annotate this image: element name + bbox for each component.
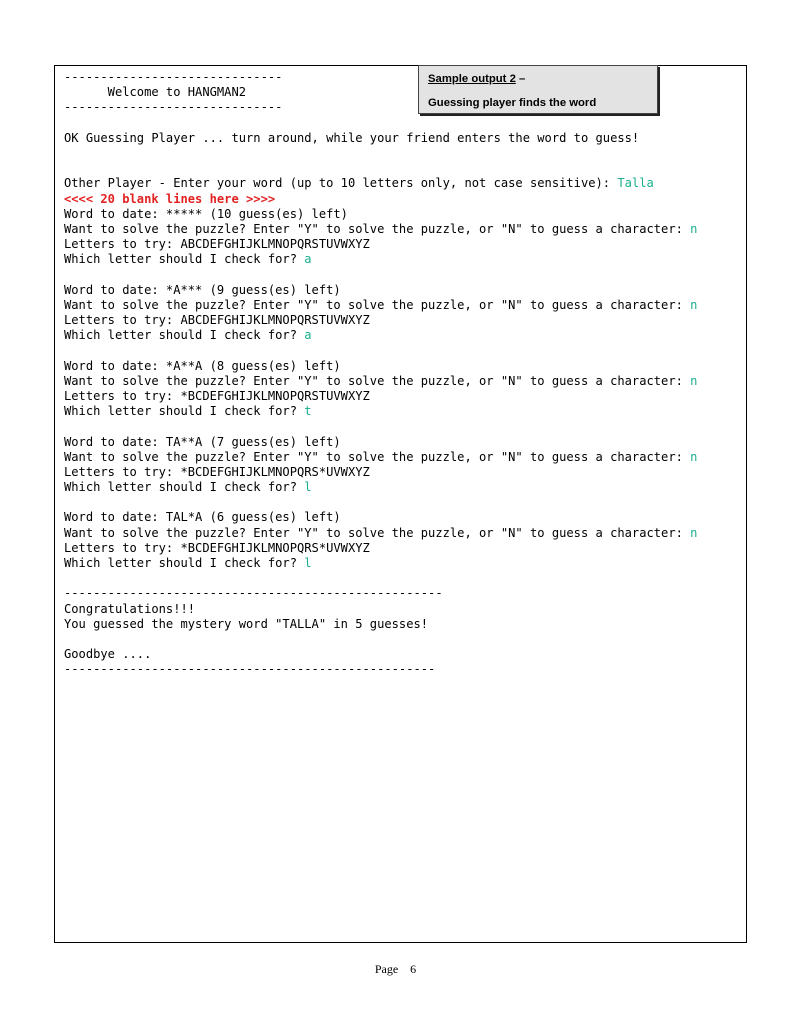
page-label: Page: [374, 962, 399, 976]
prompt-text: Which letter should I check for?: [64, 480, 305, 495]
output-line: Word to date: TA**A (7 guess(es) left): [64, 434, 341, 449]
page-footer: [0, 962, 791, 977]
output-line: Congratulations!!!: [64, 601, 196, 616]
prompt-text: Want to solve the puzzle? Enter "Y" to solve the puzzle, or "N" to guess a character:: [64, 373, 691, 388]
user-input: t: [304, 404, 312, 419]
annotation-text: <<<< 20 blank lines here >>>>: [64, 191, 276, 206]
output-line: Letters to try: *BCDEFGHIJKLMNOPQRSTUVWXYZ: [64, 388, 370, 403]
user-input: n: [690, 297, 698, 312]
user-input: n: [690, 449, 698, 464]
prompt-text: Which letter should I check for?: [64, 556, 305, 570]
sample-output-callout: [418, 65, 658, 114]
blank-line: [64, 267, 697, 282]
output-line: Letters to try: *BCDEFGHIJKLMNOPQRS*UVWXYZ: [64, 540, 370, 555]
output-line: ----------------------------------------------------: [64, 586, 443, 601]
blank-line: [64, 632, 697, 647]
user-input: n: [690, 525, 698, 540]
user-input: Talla: [617, 176, 654, 191]
prompt-line: [64, 450, 697, 465]
prompt-text: Want to solve the puzzle? Enter "Y" to solve the puzzle, or "N" to guess a character:: [64, 297, 691, 312]
prompt-text: Want to solve the puzzle? Enter "Y" to solve the puzzle, or "N" to guess a character:: [64, 449, 691, 464]
prompt-line: [64, 374, 697, 389]
user-input: n: [690, 373, 698, 388]
page-number: 6: [410, 962, 417, 976]
prompt-line: [64, 328, 697, 343]
user-input: l: [304, 480, 312, 495]
callout-heading: [428, 73, 525, 85]
console-transcript: [64, 70, 697, 678]
blank-line: [64, 116, 697, 131]
user-input: l: [304, 556, 312, 570]
user-input: a: [304, 328, 312, 343]
callout-title: Sample output 2: [428, 73, 516, 85]
prompt-line: [64, 298, 697, 313]
prompt-line: [64, 480, 697, 495]
output-line: Letters to try: ABCDEFGHIJKLMNOPQRSTUVWXYZ: [64, 313, 370, 327]
prompt-line: [64, 556, 697, 571]
blank-line: [64, 571, 697, 586]
prompt-line: [64, 252, 697, 267]
blank-line: [64, 495, 697, 510]
prompt-line: [64, 176, 697, 191]
prompt-line: [64, 222, 697, 237]
output-line: Letters to try: *BCDEFGHIJKLMNOPQRS*UVWXYZ: [64, 464, 370, 479]
prompt-line: [64, 404, 697, 419]
output-line: Welcome to HANGMAN2: [64, 85, 247, 100]
output-line: ------------------------------: [64, 70, 283, 84]
user-input: n: [690, 221, 698, 236]
callout-dash: –: [515, 73, 526, 85]
output-line: ------------------------------: [64, 100, 283, 115]
annotation-line: [64, 192, 697, 207]
prompt-text: Which letter should I check for?: [64, 328, 305, 343]
output-line: Word to date: TAL*A (6 guess(es) left): [64, 510, 341, 525]
blank-line: [64, 419, 697, 434]
prompt-text: Other Player - Enter your word (up to 10 letters only, not case sensitive):: [64, 176, 618, 191]
output-line: Letters to try: ABCDEFGHIJKLMNOPQRSTUVWXYZ: [64, 237, 370, 252]
console-output-frame: [54, 65, 747, 943]
output-line: Word to date: ***** (10 guess(es) left): [64, 206, 348, 221]
output-line: You guessed the mystery word "TALLA" in 5 guesses!: [64, 616, 429, 631]
callout-subtitle: Guessing player finds the word: [428, 97, 597, 109]
blank-line: [64, 161, 697, 176]
output-line: Word to date: *A*** (9 guess(es) left): [64, 282, 341, 297]
output-line: OK Guessing Player ... turn around, while your friend enters the word to guess!: [64, 130, 640, 145]
prompt-line: [64, 526, 697, 541]
prompt-text: Want to solve the puzzle? Enter "Y" to solve the puzzle, or "N" to guess a character:: [64, 525, 691, 540]
output-line: Word to date: *A**A (8 guess(es) left): [64, 358, 341, 373]
blank-line: [64, 343, 697, 358]
user-input: a: [304, 252, 312, 267]
output-line: Goodbye ....: [64, 647, 152, 662]
prompt-text: Which letter should I check for?: [64, 252, 305, 267]
blank-line: [64, 146, 697, 161]
prompt-text: Which letter should I check for?: [64, 404, 305, 419]
prompt-text: Want to solve the puzzle? Enter "Y" to solve the puzzle, or "N" to guess a character:: [64, 221, 691, 236]
output-line: ---------------------------------------------------: [64, 662, 436, 677]
